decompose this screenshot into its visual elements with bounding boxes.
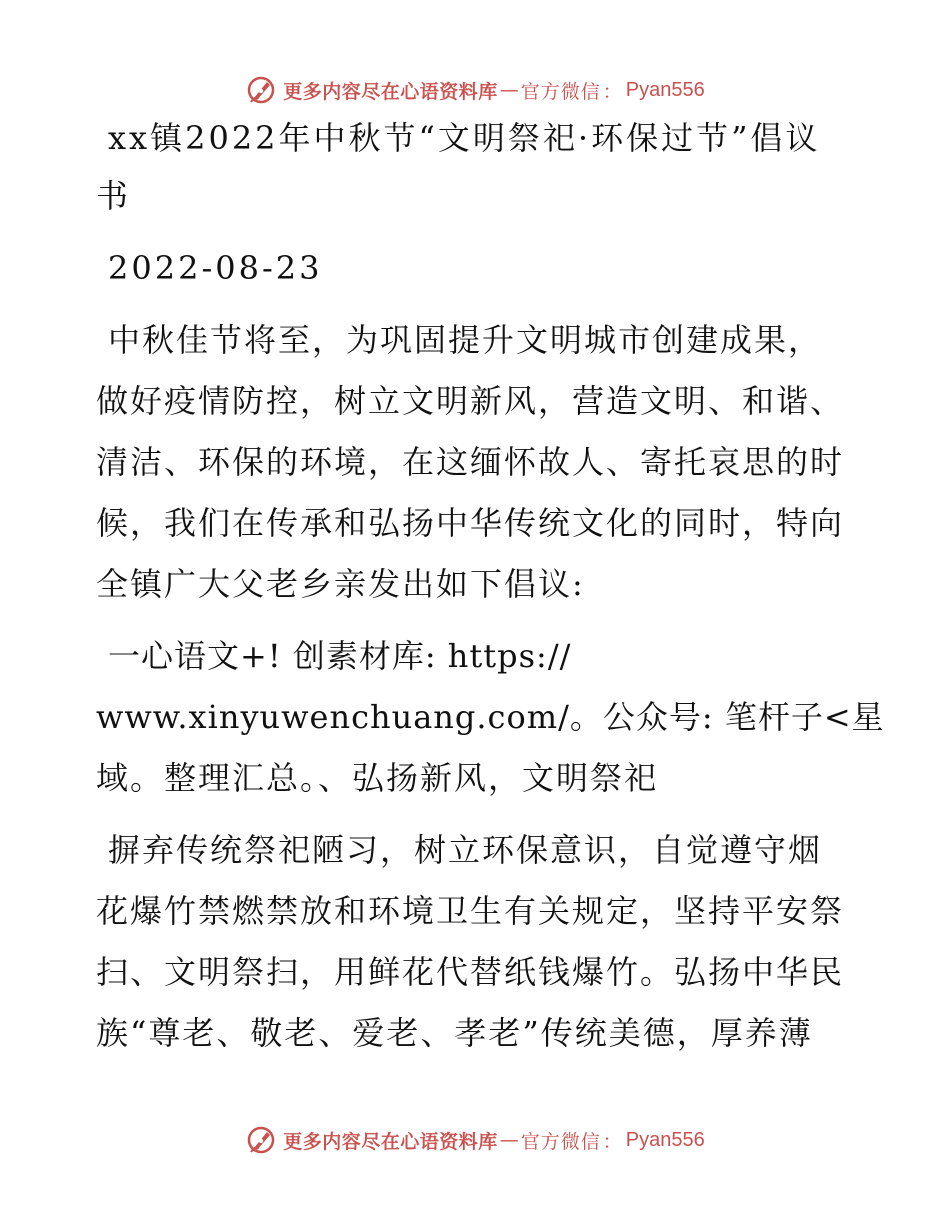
banner-wechat-id: Pyan556	[625, 1128, 705, 1151]
banner-brand-text: 更多内容尽在心语资料库	[283, 1130, 498, 1153]
banner-wechat-label: 官方微信	[520, 80, 601, 103]
document-date: 2022-08-23	[108, 249, 323, 287]
quill-logo-icon	[245, 1124, 277, 1156]
paragraph-2-line-2: www.xinyuwenchuang.com/。公众号: 笔杆子<星	[96, 698, 885, 736]
document-body	[96, 119, 885, 1052]
paragraph-1-line-5: 全镇广大父老乡亲发出如下倡议:	[96, 565, 585, 603]
paragraph-3-line-2: 花爆竹禁燃禁放和环境卫生有关规定，坚持平安祭	[96, 892, 845, 930]
paragraph-1-line-3: 清洁、环保的环境，在这缅怀故人、寄托哀思的时	[96, 443, 845, 481]
banner-colon: ：	[602, 80, 622, 103]
paragraph-3-line-1: 摒弃传统祭祀陋习，树立环保意识，自觉遵守烟	[108, 831, 823, 869]
paragraph-3-line-3: 扫、文明祭扫，用鲜花代替纸钱爆竹。弘扬中华民	[96, 953, 845, 991]
header-watermark-banner	[0, 70, 950, 110]
paragraph-1-line-4: 候，我们在传承和弘扬中华传统文化的同时，特向	[96, 504, 845, 542]
document-title-line-1: xx镇2022年中秋节“文明祭祀·环保过节”倡议	[108, 119, 821, 157]
paragraph-1-line-2: 做好疫情防控，树立文明新风，营造文明、和谐、	[96, 382, 845, 420]
banner-brand-text: 更多内容尽在心语资料库	[283, 80, 498, 103]
paragraph-1-line-1: 中秋佳节将至，为巩固提升文明城市创建成果，	[108, 321, 823, 359]
quill-logo-icon	[245, 74, 277, 106]
document-title-line-2: 书	[96, 177, 131, 215]
footer-watermark-banner	[0, 1120, 950, 1160]
banner-dash: —	[499, 1129, 519, 1151]
paragraph-3-line-4: 族“尊老、敬老、爱老、孝老”传统美德，厚养薄	[96, 1014, 813, 1052]
banner-dash: —	[499, 79, 519, 101]
paragraph-2-line-3: 域。整理汇总。、弘扬新风，文明祭祀	[96, 759, 659, 797]
banner-wechat-label: 官方微信	[520, 1130, 601, 1153]
paragraph-2-line-1: 一心语文+! 创素材库: https://	[108, 637, 572, 675]
banner-colon: ：	[602, 1130, 622, 1153]
banner-wechat-id: Pyan556	[625, 78, 705, 101]
